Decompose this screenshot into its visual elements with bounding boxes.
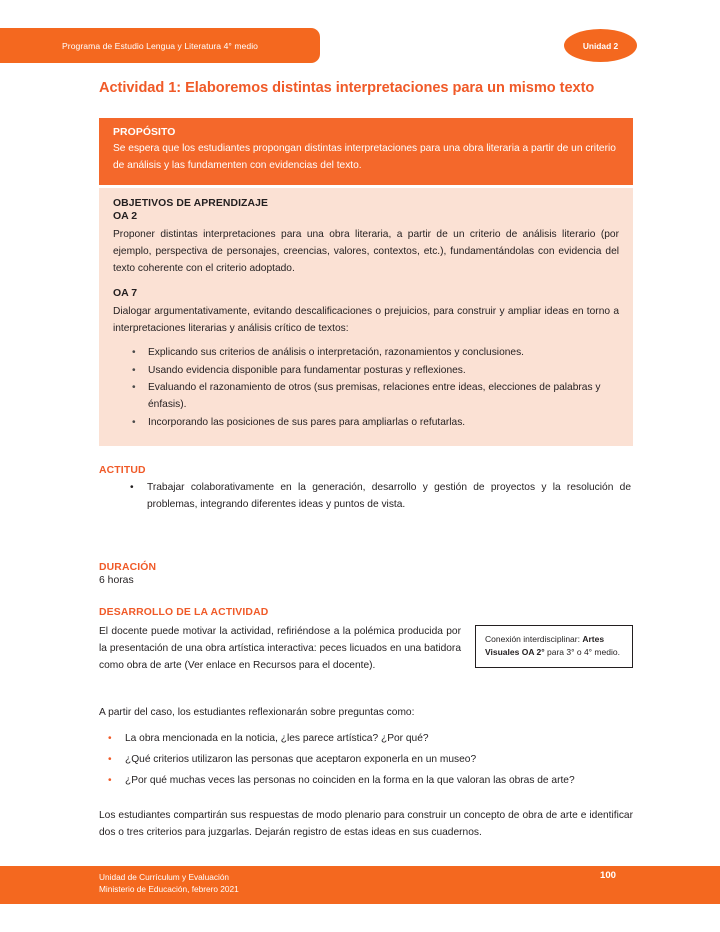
list-item-text: La obra mencionada en la noticia, ¿les parece artística? ¿Por qué?	[125, 733, 429, 745]
actitud-section	[99, 465, 633, 514]
bullet-glyph: •	[132, 346, 136, 358]
duracion-section	[99, 562, 633, 586]
list-item	[113, 345, 619, 362]
desarrollo-paragraph: El docente puede motivar la actividad, refiriéndose a la polémica producida por la presentación de una obra artística interactiva: peces licuados en una batidora como obra de arte (Ver enlace en Recursos para el docente).	[99, 626, 461, 671]
bullet-glyph: •	[108, 774, 112, 786]
desarrollo-row	[99, 624, 633, 686]
bullet-glyph: •	[132, 364, 136, 376]
header-banner-label: Programa de Estudio Lengua y Literatura 4° medio	[62, 40, 258, 51]
desarrollo-section	[99, 607, 633, 842]
desarrollo-label: DESARROLLO DE LA ACTIVIDAD	[99, 607, 269, 619]
proposito-box	[99, 118, 633, 185]
bullet-glyph: •	[132, 417, 136, 429]
bullet-glyph: •	[130, 482, 134, 494]
list-item	[113, 415, 619, 432]
list-item-text: Usando evidencia disponible para fundamentar posturas y reflexiones.	[148, 364, 466, 376]
list-item	[99, 731, 633, 748]
footer-credits	[99, 871, 239, 895]
proposito-label: PROPÓSITO	[113, 127, 176, 138]
objetivos-box	[99, 188, 633, 446]
unit-badge	[564, 29, 637, 62]
list-item	[113, 363, 619, 380]
header-banner	[0, 28, 320, 63]
bullet-glyph: •	[108, 753, 112, 765]
oa7-bullet-list	[113, 345, 619, 433]
list-item-text: ¿Por qué muchas veces las personas no coinciden en la forma en la que valoran las obras de arte?	[125, 774, 575, 786]
proposito-text: Se espera que los estudiantes propongan distintas interpretaciones para una obra literaria a partir de un criterio de análisis y las fundamenten con evidencias del texto.	[113, 143, 616, 171]
conexion-text	[485, 633, 624, 659]
page-title: Actividad 1: Elaboremos distintas interpretaciones para un mismo texto	[99, 80, 595, 96]
list-item-text: Evaluando el razonamiento de otros (sus premisas, relaciones entre ideas, elecciones de palabras y énfasis).	[148, 382, 601, 411]
page-number: 100	[600, 870, 617, 881]
oa7-code: OA 7	[113, 286, 138, 299]
footer-line-1: Unidad de Currículum y Evaluación	[99, 872, 230, 882]
conexion-interdisciplinar-box	[475, 625, 633, 668]
bullet-glyph: •	[108, 733, 112, 745]
reflexion-intro: A partir del caso, los estudiantes reflexionarán sobre preguntas como:	[99, 707, 415, 719]
unit-badge-label: Unidad 2	[582, 40, 619, 51]
list-item-text: Explicando sus criterios de análisis o interpretación, razonamientos y conclusiones.	[148, 346, 524, 358]
oa2-text: Proponer distintas interpretaciones para una obra literaria, a partir de un criterio de análisis literario (por ejemplo, perspectiva de personajes, creencias, valores, contextos, etc.), fundamentándolas con evidencia del texto coherente con el criterio adoptado.	[113, 229, 619, 274]
conexion-bold: Artes Visuales OA 2°	[485, 634, 605, 658]
list-item-text: Trabajar colaborativamente en la generación, desarrollo y gestión de proyectos y la resolución de problemas, integrando diferentes ideas y puntos de vista.	[147, 482, 631, 511]
oa7-text: Dialogar argumentativamente, evitando descalificaciones o prejuicios, para construir y ampliar ideas en torno a interpretaciones literarias y análisis crítico de textos:	[113, 305, 619, 334]
bullet-glyph: •	[132, 382, 136, 394]
closing-paragraph: Los estudiantes compartirán sus respuestas de modo plenario para construir un concepto de obra de arte e identificar dos o tres criterios para juzgarlas. Dejarán registro de estas ideas en sus cuadernos.	[99, 809, 633, 838]
list-item	[113, 380, 619, 414]
duracion-value: 6 horas	[99, 575, 134, 587]
conexion-prefix: Conexión interdisciplinar:	[485, 634, 583, 645]
list-item	[99, 752, 633, 769]
list-item-text: Incorporando las posiciones de sus pares para ampliarlas o refutarlas.	[148, 417, 466, 429]
footer-line-2: Ministerio de Educación, febrero 2021	[99, 884, 239, 895]
list-item	[99, 480, 633, 514]
question-list	[99, 731, 633, 790]
oa2-code: OA 2	[113, 210, 138, 223]
objetivos-heading: OBJETIVOS DE APRENDIZAJE	[113, 198, 269, 210]
actitud-bullet-list	[99, 480, 633, 514]
content-area	[99, 118, 633, 842]
duracion-label: DURACIÓN	[99, 562, 157, 574]
list-item	[99, 773, 633, 790]
list-item-text: ¿Qué criterios utilizaron las personas que aceptaron exponerla en un museo?	[125, 753, 477, 765]
conexion-suffix: para 3° o 4° medio.	[544, 647, 620, 658]
actitud-label: ACTITUD	[99, 465, 146, 477]
